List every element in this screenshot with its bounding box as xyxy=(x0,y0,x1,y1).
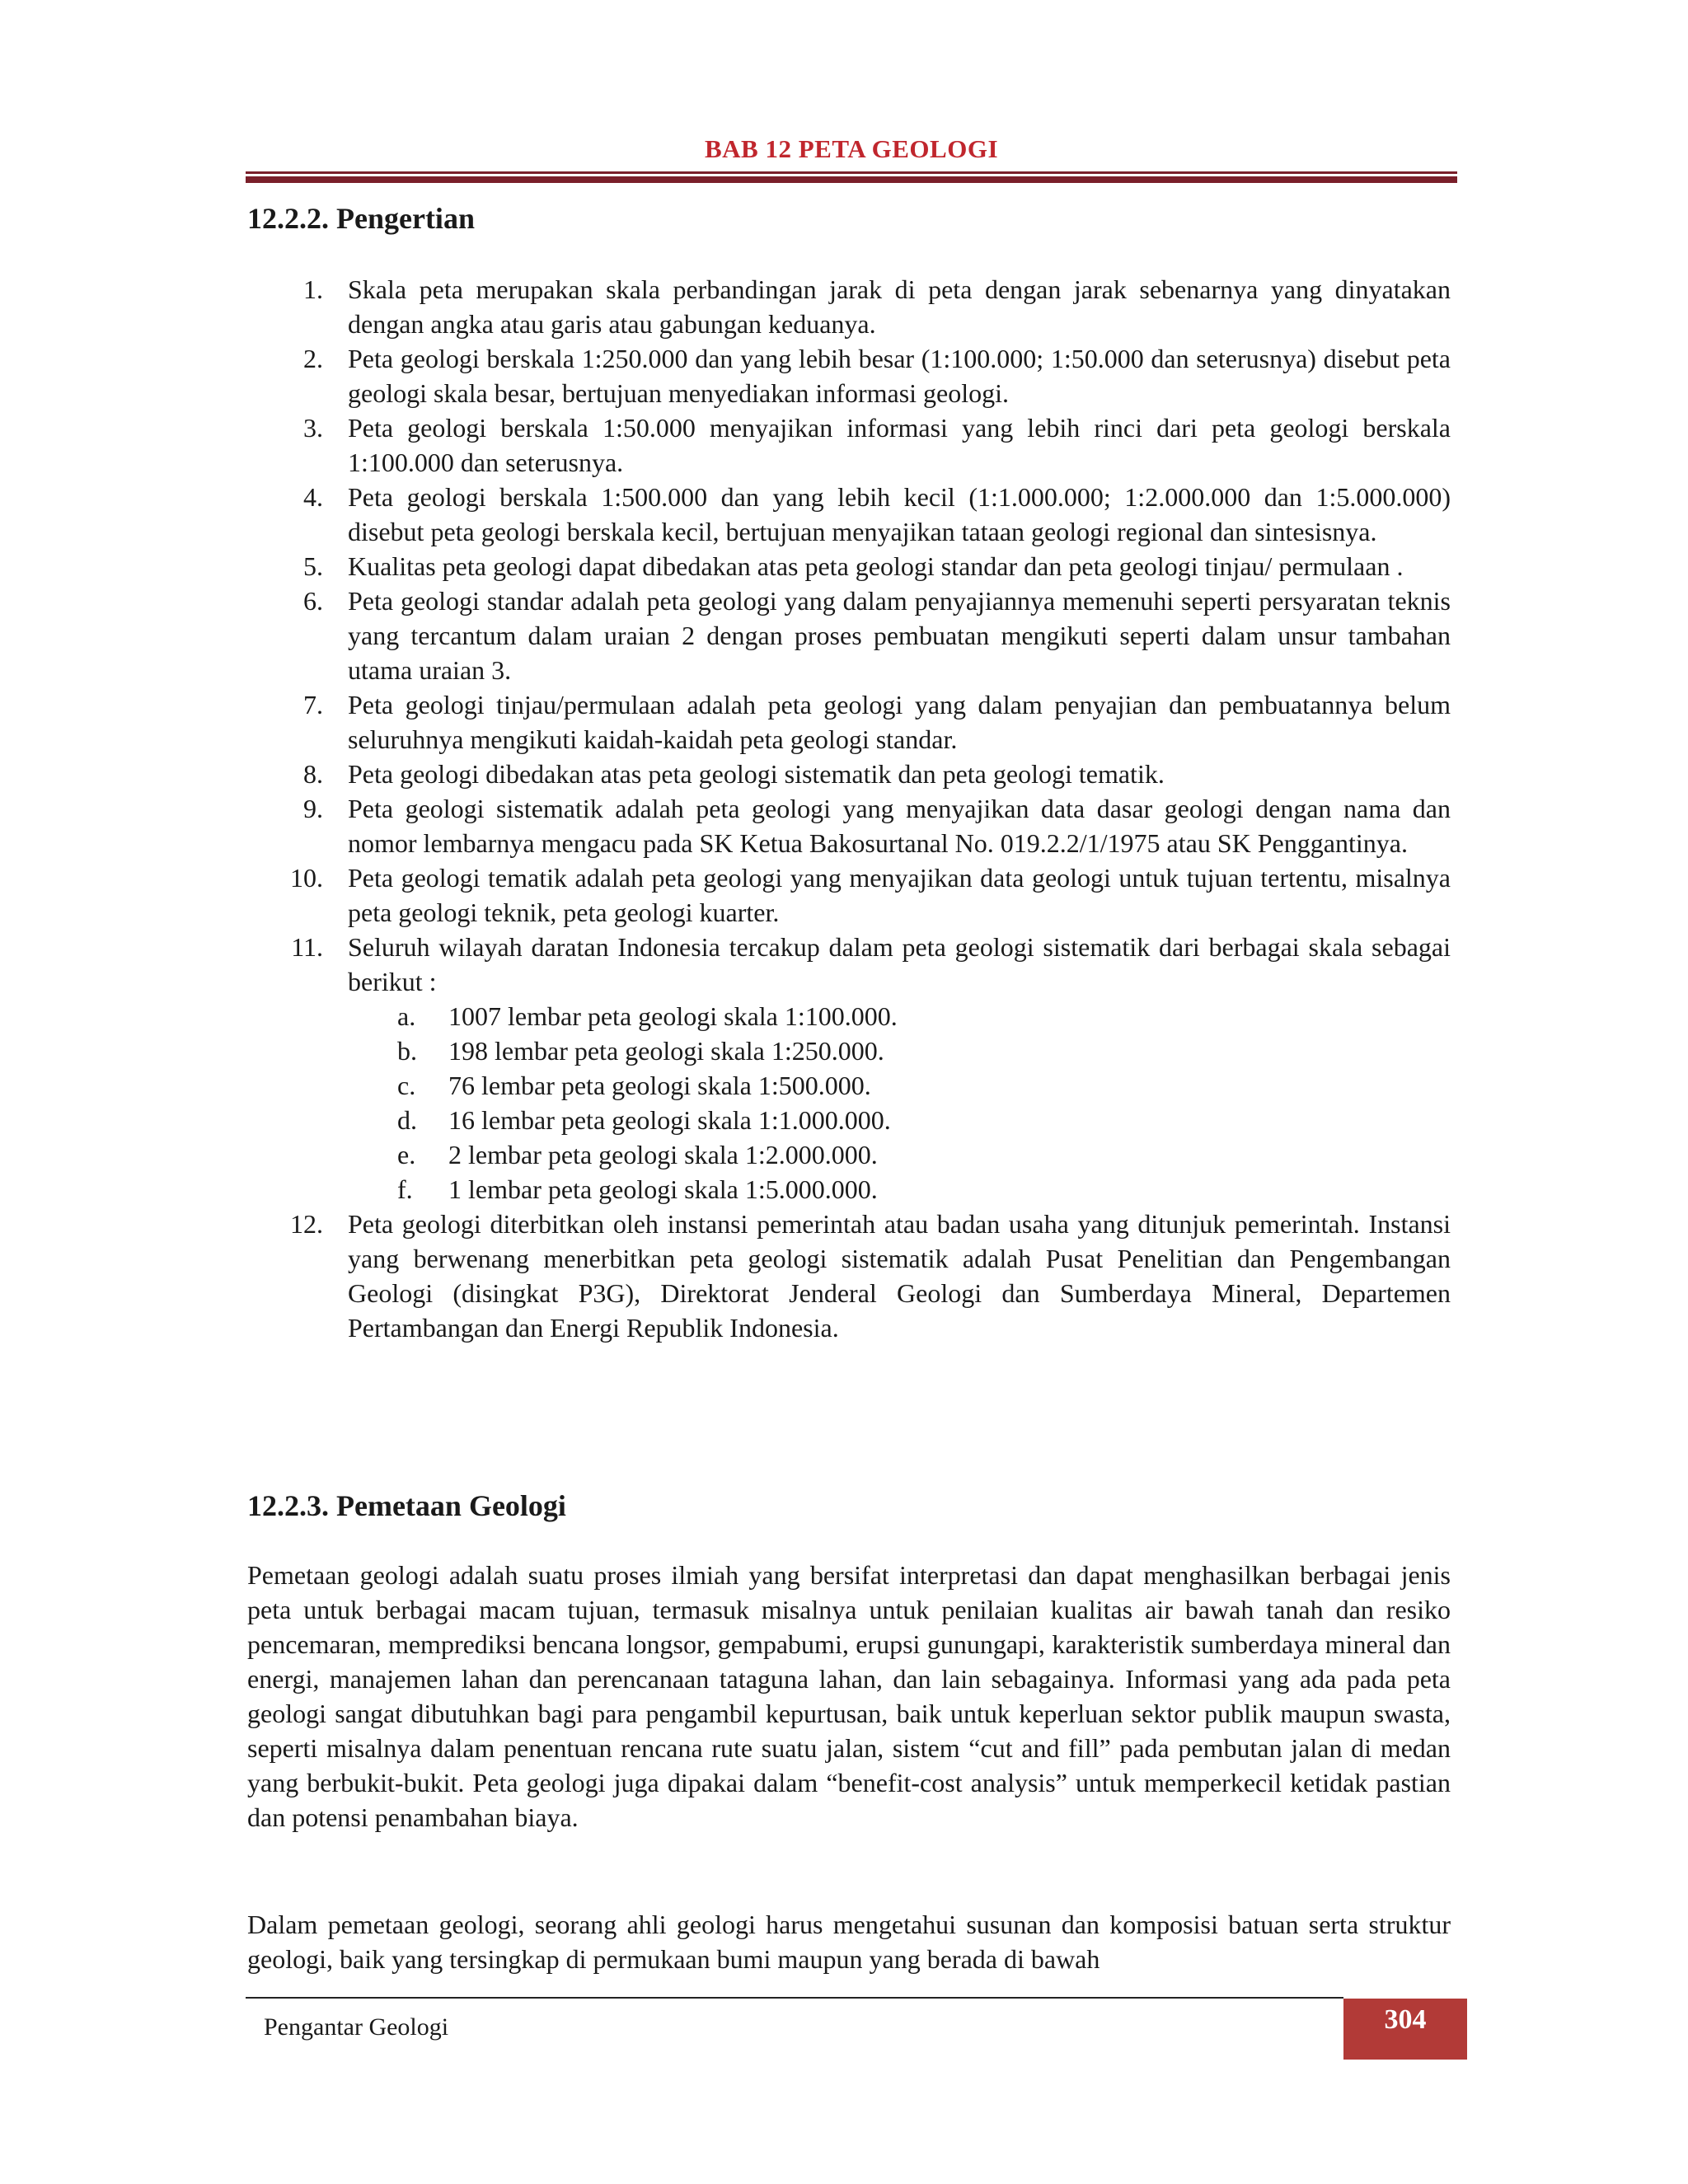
item-number: 2. xyxy=(303,344,323,373)
sub-item-text: 1007 lembar peta geologi skala 1:100.000. xyxy=(448,1001,898,1031)
item-number: 7. xyxy=(303,690,323,719)
sub-item-text: 2 lembar peta geologi skala 1:2.000.000. xyxy=(448,1140,878,1169)
sub-item-letter: c. xyxy=(397,1071,416,1100)
sub-item-letter: b. xyxy=(397,1036,417,1066)
body-paragraph: Dalam pemetaan geologi, seorang ahli geologi harus mengetahui susunan dan komposisi batuan serta struktur geologi, baik yang tersingkap di permukaan bumi maupun yang berada di bawah xyxy=(247,1910,1451,1974)
item-text: Peta geologi sistematik adalah peta geologi yang menyajikan data dasar geologi dengan nama dan nomor lembarnya mengacu pada SK Ketua Bakosurtanal No. 019.2.2/1/1975 atau SK Penggantinya. xyxy=(348,794,1451,858)
item-number: 5. xyxy=(303,551,323,581)
sub-item-letter: a. xyxy=(397,1001,416,1031)
item-text: Peta geologi standar adalah peta geologi yang dalam penyajiannya memenuhi seperti persyaratan teknis yang tercantum dalam uraian 2 dengan proses pembuatan mengikuti seperti dalam unsur tambahan utama uraian 3. xyxy=(348,586,1451,685)
sub-list-item xyxy=(348,1033,1451,1068)
item-text: Peta geologi diterbitkan oleh instansi pemerintah atau badan usaha yang ditunjuk pemerintah. Instansi yang berwenang menerbitkan peta geologi sistematik adalah Pusat Penelitian dan Pengembangan Geologi (disingkat P3G), Direktorat Jenderal Geologi dan Sumberdaya Mineral, Departemen Pertambangan dan Energi Republik Indonesia. xyxy=(348,1209,1451,1343)
sub-item-text: 16 lembar peta geologi skala 1:1.000.000. xyxy=(448,1105,891,1135)
list-item xyxy=(247,480,1451,549)
item-number: 4. xyxy=(303,482,323,512)
page-header xyxy=(246,132,1457,183)
page-number: 304 xyxy=(1343,1999,1467,2060)
map-sheet-sublist xyxy=(348,999,1451,1207)
sub-item-letter: f. xyxy=(397,1174,413,1204)
footer-book-title: Pengantar Geologi xyxy=(264,2013,449,2041)
item-text: Peta geologi berskala 1:250.000 dan yang lebih besar (1:100.000; 1:50.000 dan seterusnya) disebut peta geologi skala besar, bertujuan menyediakan informasi geologi. xyxy=(348,344,1451,408)
list-item xyxy=(247,549,1451,583)
list-item xyxy=(247,272,1451,341)
item-number: 11. xyxy=(291,932,323,962)
item-text: Peta geologi tematik adalah peta geologi yang menyajikan data geologi untuk tujuan tertentu, misalnya peta geologi teknik, peta geologi kuarter. xyxy=(348,863,1451,927)
item-number: 3. xyxy=(303,413,323,443)
sub-item-letter: e. xyxy=(397,1140,416,1169)
item-text: Kualitas peta geologi dapat dibedakan atas peta geologi standar dan peta geologi tinjau/ permulaan . xyxy=(348,551,1404,581)
item-number: 8. xyxy=(303,759,323,789)
body-paragraph: Pemetaan geologi adalah suatu proses ilmiah yang bersifat interpretasi dan dapat menghasilkan berbagai jenis peta untuk berbagai macam tujuan, termasuk misalnya untuk penilaian kualitas air bawah tanah dan resiko pencemaran, memprediksi bencana longsor, gempabumi, erupsi gunungapi, karakteristik sumberdaya mineral dan energi, manajemen lahan dan perencanaan tataguna lahan, dan lain sebagainya. Informasi yang ada pada peta geologi sangat dibutuhkan bagi para pengambil kepurtusan, baik untuk keperluan sektor publik maupun swasta, seperti misalnya dalam penentuan rencana rute suatu jalan, sistem “cut and fill” pada pembutan jalan di medan yang berbukit-bukit. Peta geologi juga dipakai dalam “benefit-cost analysis” untuk memperkecil ketidak pastian dan potensi penambahan biaya. xyxy=(247,1560,1451,1832)
sub-item-text: 198 lembar peta geologi skala 1:250.000. xyxy=(448,1036,884,1066)
sub-list-item xyxy=(348,1172,1451,1207)
list-item xyxy=(247,583,1451,687)
list-item xyxy=(247,757,1451,791)
item-text: Peta geologi berskala 1:50.000 menyajikan informasi yang lebih rinci dari peta geologi berskala 1:100.000 dan seterusnya. xyxy=(348,413,1451,477)
item-number: 12. xyxy=(290,1209,323,1239)
section-heading-pemetaan-geologi: 12.2.3. Pemetaan Geologi xyxy=(247,1489,566,1522)
list-item xyxy=(247,1207,1451,1345)
item-text: Peta geologi berskala 1:500.000 dan yang lebih kecil (1:1.000.000; 1:2.000.000 dan 1:5.000.000) disebut peta geologi berskala kecil, bertujuan menyajikan tataan geologi regional dan sintesisnya. xyxy=(348,482,1451,546)
list-item xyxy=(247,410,1451,480)
sub-item-letter: d. xyxy=(397,1105,417,1135)
item-number: 9. xyxy=(303,794,323,823)
item-text: Seluruh wilayah daratan Indonesia tercakup dalam peta geologi sistematik dari berbagai skala sebagai berikut : xyxy=(348,932,1451,996)
header-rule-thin xyxy=(246,171,1457,174)
sub-list-item xyxy=(348,999,1451,1033)
item-number: 10. xyxy=(290,863,323,893)
sub-list-item xyxy=(348,1068,1451,1103)
definition-list xyxy=(247,272,1451,1345)
item-number: 6. xyxy=(303,586,323,616)
item-text: Peta geologi tinjau/permulaan adalah peta geologi yang dalam penyajian dan pembuatannya belum seluruhnya mengikuti kaidah-kaidah peta geologi standar. xyxy=(348,690,1451,754)
sub-item-text: 1 lembar peta geologi skala 1:5.000.000. xyxy=(448,1174,878,1204)
item-text: Peta geologi dibedakan atas peta geologi sistematik dan peta geologi tematik. xyxy=(348,759,1165,789)
section-heading-pengertian: 12.2.2. Pengertian xyxy=(247,202,475,235)
list-item xyxy=(247,860,1451,930)
footer-rule xyxy=(246,1997,1343,1999)
chapter-title: BAB 12 PETA GEOLOGI xyxy=(704,134,999,163)
item-text: Skala peta merupakan skala perbandingan jarak di peta dengan jarak sebenarnya yang dinyatakan dengan angka atau garis atau gabungan keduanya. xyxy=(348,274,1451,339)
list-item xyxy=(247,930,1451,1207)
list-item xyxy=(247,687,1451,757)
sub-list-item xyxy=(348,1103,1451,1137)
list-item xyxy=(247,341,1451,410)
sub-item-text: 76 lembar peta geologi skala 1:500.000. xyxy=(448,1071,871,1100)
header-rule-thick xyxy=(246,176,1457,183)
item-number: 1. xyxy=(303,274,323,304)
list-item xyxy=(247,791,1451,860)
sub-list-item xyxy=(348,1137,1451,1172)
